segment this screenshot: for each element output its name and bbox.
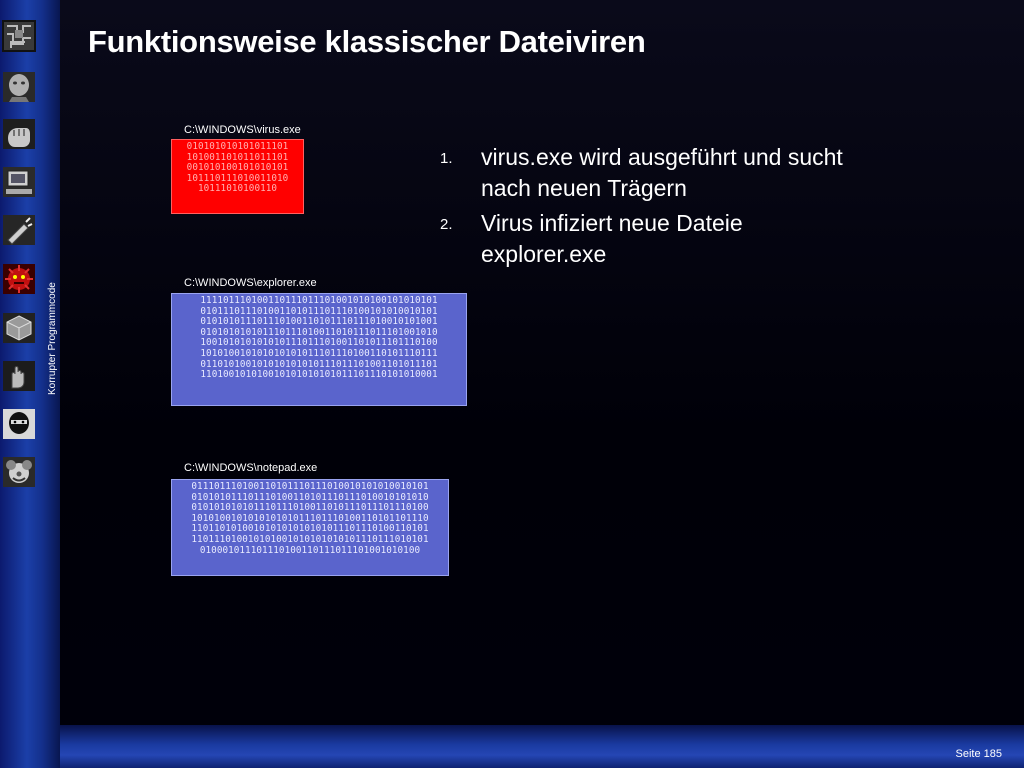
step-number: 2. (440, 216, 453, 233)
clown-icon (2, 456, 36, 488)
notepad-file-label: C:\WINDOWS\notepad.exe (184, 462, 318, 474)
step-text: virus.exe wird ausgeführt und sucht nach neuen Trägern (481, 144, 843, 201)
binary-line: 10111010100110 (197, 183, 278, 195)
binary-line: 010101010101110111010011010111011101110100 (191, 502, 429, 514)
binary-line: 101010010101010101011101110100110101110111 (200, 347, 438, 359)
syringe-icon (2, 214, 36, 246)
circuit-icon (2, 20, 36, 52)
steps-list (440, 142, 860, 274)
notepad-file-box (171, 479, 449, 576)
explorer-file-box (171, 293, 467, 406)
hand-icon (2, 360, 36, 392)
computer-icon (2, 166, 36, 198)
cube-icon (2, 312, 36, 344)
binary-line: 100101010101010111011101001101011101110100 (200, 337, 438, 349)
binary-line: 101110111010011010 (186, 172, 289, 184)
binary-line: 001010100101010101 (186, 162, 289, 174)
binary-line: 010101011101110100110101110111010010101001 (200, 316, 438, 328)
binary-line: 010111011101001101011101110100101010010101 (200, 305, 438, 317)
ninja-icon (2, 408, 36, 440)
binary-line: 011101110100110101110111010010101010010101 (191, 481, 429, 492)
binary-line: 010101011101110100110101110111010010101010 (191, 491, 429, 503)
step-number: 1. (440, 150, 453, 167)
binary-line: 010101010101110111010011010111011101001010 (200, 326, 438, 338)
binary-line: 010101010101011101 (186, 141, 289, 152)
binary-line: 010001011101110100110111011101001010100 (199, 544, 421, 556)
step-item (440, 208, 860, 270)
fist-icon (2, 118, 36, 150)
head-icon (2, 71, 36, 103)
page-number: Seite 185 (955, 748, 1002, 760)
binary-line: 111101110100110111011101001010100101010101 (200, 295, 438, 306)
binary-line: 011010100101010101010111011101001101011101 (200, 358, 438, 370)
virus-file-box (171, 139, 304, 214)
virus-monster-icon (2, 263, 36, 295)
explorer-file-label: C:\WINDOWS\explorer.exe (184, 277, 317, 289)
binary-line: 101010010101010101011101110100110101101110 (191, 512, 429, 524)
virus-file-label: C:\WINDOWS\virus.exe (184, 124, 301, 136)
slide-title: Funktionsweise klassischer Dateiviren (88, 24, 646, 59)
binary-line: 110100101010010101010101011101110101010001 (200, 369, 438, 381)
step-item (440, 142, 860, 204)
binary-line: 110110101001010101010101011101110100110101 (191, 523, 429, 535)
footer-bar (60, 725, 1024, 768)
binary-line: 110111010010101001010101010101110111010101 (191, 533, 429, 545)
step-text: Virus infiziert neue Dateie explorer.exe (481, 210, 743, 267)
sidebar-vertical-label: Korrupter Programmcode (47, 282, 58, 395)
binary-line: 101001101011011101 (186, 151, 289, 163)
